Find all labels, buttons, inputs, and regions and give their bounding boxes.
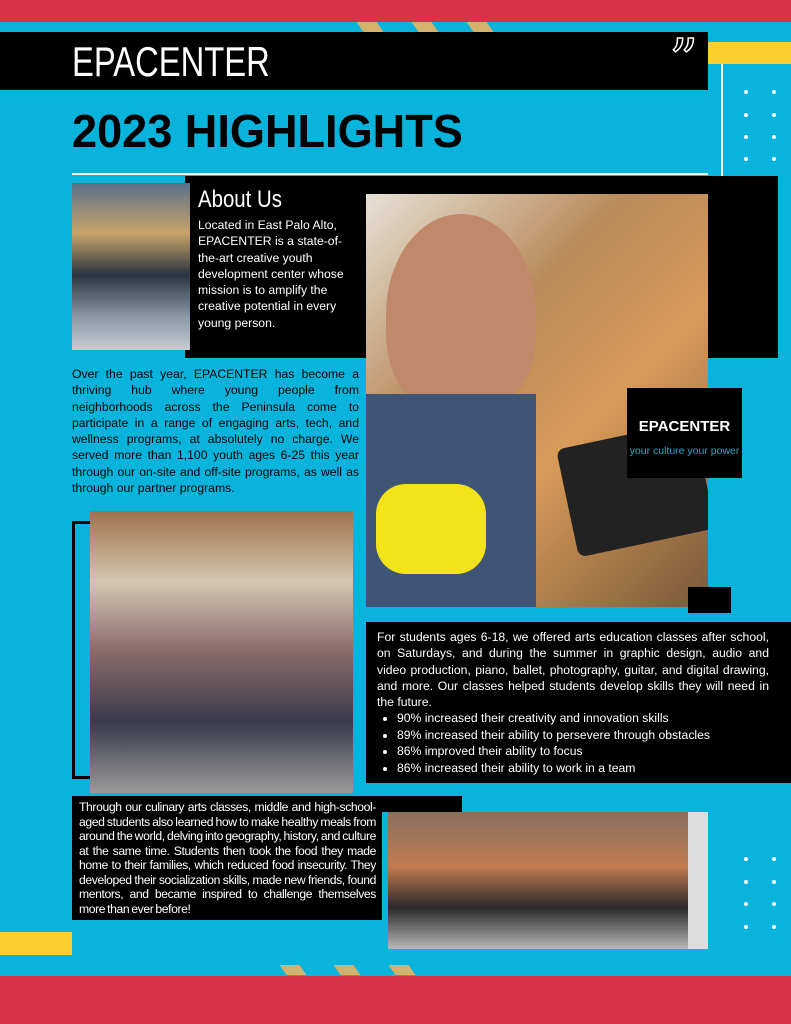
about-heading: About Us — [198, 186, 282, 213]
dot — [772, 902, 776, 906]
culinary-text: Through our culinary arts classes, middle and high-school-aged students also learned how to make healthy meals from around the world, delving into geography, history, and culture at the same time. Students then took the food they made home to their families, which reduced food insecurity. They developed their socialization skills, made new friends, found mentors, and became inspired to challenge themselves more than ever before! — [79, 800, 376, 916]
yellow-bar-bottom — [0, 932, 72, 955]
vertical-line — [721, 64, 723, 176]
dot — [744, 925, 748, 929]
dot — [744, 857, 748, 861]
top-band — [0, 0, 791, 22]
logo-tagline: your culture your power — [629, 445, 740, 457]
closing-quote-icon: ” — [669, 28, 698, 93]
dot — [772, 857, 776, 861]
stripe — [356, 22, 383, 32]
accent-square — [688, 587, 731, 613]
dot — [772, 157, 776, 161]
stripe — [333, 965, 360, 975]
stripe — [466, 22, 493, 32]
classes-box — [366, 622, 791, 783]
page-title: 2023 HIGHLIGHTS — [72, 105, 463, 157]
frame-line — [72, 521, 90, 779]
divider — [72, 173, 708, 175]
stat-item: • 86% improved their ability to focus — [397, 743, 769, 760]
yellow-bar — [708, 42, 791, 64]
culinary-box-extension — [382, 796, 462, 812]
culinary-box — [72, 796, 382, 920]
stat-item: • 86% increased their ability to work in a team — [397, 760, 769, 777]
epacenter-logo — [627, 388, 742, 478]
about-text: Located in East Palo Alto, EPACENTER is a state-of-the-art creative youth development center whose mission is to amplify the creative potential in every young person. — [198, 218, 344, 330]
dot — [772, 113, 776, 117]
stripe — [411, 22, 438, 32]
dot — [744, 157, 748, 161]
classes-text: For students ages 6-18, we offered arts education classes after school, on Saturdays, and during the summer in graphic design, audio and video production, piano, ballet, photography, guitar, and digital drawing, and more. Our classes helped students develop skills they will need in the future. — [377, 630, 769, 710]
dot — [772, 925, 776, 929]
dot — [772, 135, 776, 139]
stats-list — [397, 710, 769, 776]
kitchen-photo — [388, 812, 708, 949]
brand-title: EPACENTER — [72, 38, 270, 85]
building-photo — [72, 183, 190, 350]
intro-paragraph: Over the past year, EPACENTER has become a thriving hub where young people from neighborhoods across the Peninsula come to participate in a range of engaging arts, tech, and wellness programs, at absolutely no charge. We served more than 1,100 youth ages 6-25 this year through our on-site and off-site programs, as well as through our partner programs. — [72, 367, 359, 496]
dot — [744, 902, 748, 906]
stat-item: • 89% increased their ability to persevere through obstacles — [397, 727, 769, 744]
dot — [744, 113, 748, 117]
dot — [744, 880, 748, 884]
group-photo — [90, 511, 353, 793]
stripe — [279, 965, 306, 975]
logo-name: EPACENTER — [638, 418, 731, 435]
stripe — [388, 965, 415, 975]
header-bar — [0, 28, 708, 93]
dot — [744, 90, 748, 94]
dot — [744, 135, 748, 139]
dot — [772, 880, 776, 884]
bottom-band — [0, 976, 791, 1024]
dot — [772, 90, 776, 94]
stat-item: • 90% increased their creativity and innovation skills — [397, 710, 769, 727]
about-us — [190, 180, 362, 331]
